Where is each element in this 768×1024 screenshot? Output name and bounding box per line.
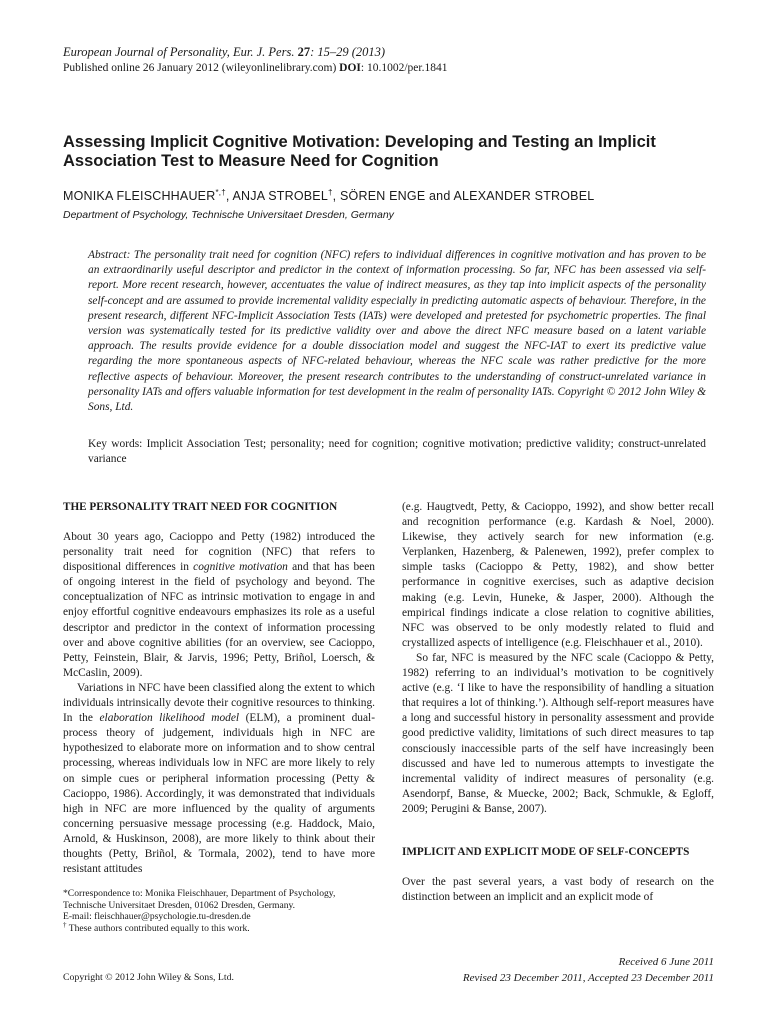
author-footnote-marks: *,† [215, 188, 226, 197]
emphasis: elaboration likelihood model [99, 712, 240, 725]
journal-name: European Journal of Personality, Eur. J. Pers. [63, 45, 295, 59]
published-online: Published online 26 January 2012 (wileyonlinelibrary.com) [63, 62, 337, 74]
received-dates [402, 955, 714, 986]
right-column [402, 500, 714, 905]
author-name: , ANJA STROBEL [225, 189, 328, 203]
paragraph: Over the past several years, a vast body of research on the distinction between an implicit and an explicit mode of [402, 875, 714, 904]
text-run: About 30 years ago, Cacioppo and Petty (1982) introduced the personality trait need for cognition (NFC) that refers to dispositional differences in [63, 531, 375, 574]
text-run: and that has been of ongoing interest in the field of psychology and beyond. The conceptualization of NFC as intrinsic motivation to engage in and enjoy effortful cognitive endeavours emphasizes its role as a useful descriptor and predictor in the context of information processing over and above cognitive abilities (for an overview, see Cacioppo, Petty, Feinstein, Blair, & Jarvis, 1996; Petty, Briñol, Loersch, & McCaslin, 2009). [63, 561, 375, 679]
author-list [63, 189, 594, 203]
left-column [63, 500, 375, 877]
dagger-mark: † [63, 920, 67, 929]
copyright: Copyright © 2012 John Wiley & Sons, Ltd. [63, 972, 234, 983]
journal-citation [63, 45, 385, 60]
journal-volume: 27 [297, 45, 311, 59]
publication-info [63, 62, 447, 74]
email-note[interactable]: E-mail: fleischhauer@psychologie.tu-dresden.de [63, 911, 251, 922]
text-run: Variations in NFC have been classified along the extent to which individuals intrinsically devote their cognitive resources to thinking. In the [63, 681, 375, 725]
affiliation: Department of Psychology, Technische Universitaet Dresden, Germany [63, 209, 394, 221]
paragraph [63, 681, 375, 877]
journal-pages: : 15–29 (2013) [310, 45, 386, 59]
doi-label: DOI [339, 62, 361, 74]
paragraph: So far, NFC is measured by the NFC scale (Cacioppo & Petty, 1982) referring to an individual’s motivation to be cognitively active (e.g. ‘I like to have the responsibility of handling a situation that requires a lot of thinking.’). Although self-report measures have a long and successful history in personality assessment and provide good predictive validity, limitations of such direct measures to tap consciously inaccessible parts of the self have increasingly been discussed and have led to numerous attempts to investigate the incremental validity of indirect measures of personality (e.g. Asendorpf, Banse, & Muecke, 2002; Back, Schmukle, & Egloff, 2009; Perugini & Banse, 2007). [402, 651, 714, 815]
section-heading: IMPLICIT AND EXPLICIT MODE OF SELF-CONCEPTS [402, 845, 690, 858]
emphasis: cognitive motivation [193, 561, 288, 574]
correspondence-note: *Correspondence to: Monika Fleischhauer, Department of Psychology, Technische Universitaet Dresden, 01062 Dresden, Germany. [63, 888, 336, 911]
footnotes [63, 888, 375, 934]
abstract: Abstract: The personality trait need for cognition (NFC) refers to individual differences in cognitive motivation and has proven to be an extraordinarily useful descriptor and predictor in the context of information processing. So far, NFC has been assessed via self-report. More recent research, however, accentuates the value of indirect measures, as they tap into implicit aspects of the personality self-concept and are assumed to provide incremental validity especially in predicting automatic aspects of behaviour. Therefore, in the present research, different NFC-Implicit Association Tests (IATs) were developed and pretested for psychometric properties. The final version was systematically tested for its predictive validity over and above the direct NFC measure based on a latent variable approach. The results provide evidence for a double dissociation model and suggest the NFC-IAT to exert its predictive value regarding the more spontaneous aspects of NFC-related behaviour, whereas the NFC scale was rather predictive for the more reflective aspects of behaviour. Moreover, the present research contributes to the understanding of construct-unrelated variance in personality IATs and offers valuable information for test development in the realm of personality IATs. Copyright © 2012 John Wiley & Sons, Ltd. [88, 249, 706, 414]
received-date: Received 6 June 2011 [618, 956, 714, 968]
revised-accepted-date: Revised 23 December 2011, Accepted 23 December 2011 [462, 971, 714, 984]
section-heading: THE PERSONALITY TRAIT NEED FOR COGNITION [63, 501, 338, 513]
author-name: , SÖREN ENGE and ALEXANDER STROBEL [332, 189, 595, 203]
text-run: These authors contributed equally to this work. [66, 922, 250, 934]
article-title: Assessing Implicit Cognitive Motivation: Developing and Testing an Implicit Association Test to Measure Need for Cognition [63, 133, 656, 170]
text-run: (ELM), a prominent dual-process theory of judgement, individuals high in NFC are hypothesized to elaborate more on information and to show central processing, whereas individuals low in NFC are more likely to rely on simple cues or peripheral information processing (Petty & Cacioppo, 1986). Accordingly, it was demonstrated that individuals high in NFC are more influenced by the quality of arguments concerning persuasive message processing (e.g. Haddock, Maio, Arnold, & Huskinson, 2008), are more likely to think about their thoughts (Petty, Briñol, & Tormala, 2002), tend to have more resistant attitudes [63, 712, 375, 876]
paragraph [63, 530, 375, 681]
keywords: Key words: Implicit Association Test; personality; need for cognition; cognitive motivation; predictive validity; construct-unrelated variance [88, 438, 706, 466]
doi-value[interactable]: : 10.1002/per.1841 [360, 62, 448, 74]
equal-contribution-note [63, 920, 375, 935]
paragraph: (e.g. Haugtvedt, Petty, & Cacioppo, 1992), and show better recall and recognition performance (e.g. Kardash & Noel, 2000). Likewise, they actively search for new information (e.g. Verplanken, Hazenberg, & Palenewen, 1992), prefer complex to simple tasks (Cacioppo & Petty, 1982), and show better performance in cognitive exercises, such as adaptive decision making (e.g. Levin, Huneke, & Jasper, 2000). Although the empirical findings indicate a close relation to cognitive abilities, NFC was observed to be only modestly related to fluid and crystallized aspects of intelligence (e.g. Fleischhauer et al., 2010). [402, 501, 714, 649]
author-footnote-marks: † [328, 188, 333, 197]
author-name: MONIKA FLEISCHHAUER [63, 189, 216, 203]
